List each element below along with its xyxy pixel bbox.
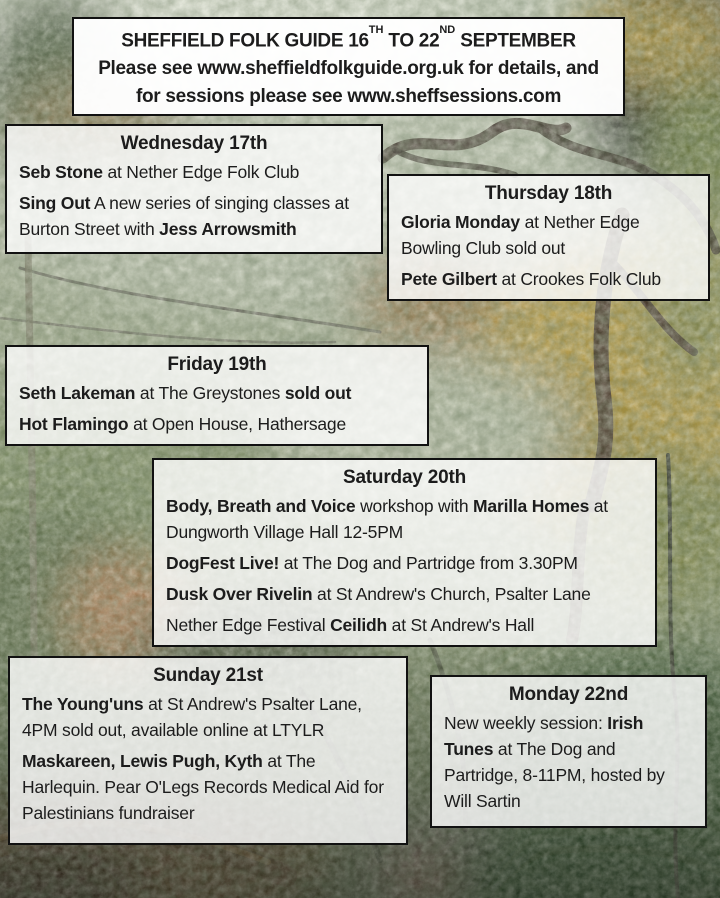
event-line: Maskareen, Lewis Pugh, Kyth at The Harlequin. Pear O'Legs Records Medical Aid for Palestinians fundraiser	[22, 751, 384, 823]
day-heading-thursday: Thursday 18th	[484, 183, 613, 204]
poster-title-line: SHEFFIELD FOLK GUIDE 16TH TO 22ND SEPTEMBER	[121, 24, 576, 52]
event-line: Seth Lakeman at The Greystones sold out	[19, 383, 352, 403]
poster-title	[82, 22, 615, 111]
day-events-friday	[19, 380, 415, 437]
day-events-monday	[444, 710, 693, 814]
title-box	[72, 17, 625, 116]
day-heading-wednesday: Wednesday 17th	[120, 133, 268, 154]
event-line: DogFest Live! at The Dog and Partridge from 3.30PM	[166, 553, 578, 573]
day-heading-monday: Monday 22nd	[508, 684, 629, 705]
day-box-thursday	[387, 174, 710, 301]
event-line: Sing Out A new series of singing classes at Burton Street with Jess Arrowsmith	[19, 193, 349, 239]
day-events-saturday	[166, 493, 643, 638]
event-line: Nether Edge Festival Ceilidh at St Andrew's Hall	[166, 615, 535, 635]
day-box-wednesday	[5, 124, 383, 254]
event-line: New weekly session: Irish Tunes at The Dog and Partridge, 8-11PM, hosted by Will Sartin	[444, 713, 665, 811]
event-line: Hot Flamingo at Open House, Hathersage	[19, 414, 346, 434]
day-heading-sunday: Sunday 21st	[153, 665, 263, 686]
event-line: Dusk Over Rivelin at St Andrew's Church, Psalter Lane	[166, 584, 591, 604]
event-line: Body, Breath and Voice workshop with Marilla Homes at Dungworth Village Hall 12-5PM	[166, 496, 608, 542]
day-heading-saturday: Saturday 20th	[342, 467, 467, 488]
day-box-sunday	[8, 656, 408, 845]
day-events-wednesday	[19, 159, 369, 242]
day-box-monday	[430, 675, 707, 828]
day-events-thursday	[401, 209, 696, 292]
event-line: Pete Gilbert at Crookes Folk Club	[401, 269, 661, 289]
poster-title-line: Please see www.sheffieldfolkguide.org.uk for details, and	[98, 58, 599, 80]
day-events-sunday	[22, 691, 394, 826]
event-line: The Young'uns at St Andrew's Psalter Lane, 4PM sold out, available online at LTYLR	[22, 694, 362, 740]
event-line: Gloria Monday at Nether Edge Bowling Club sold out	[401, 212, 640, 258]
day-box-friday	[5, 345, 429, 446]
day-heading-friday: Friday 19th	[167, 354, 267, 375]
event-line: Seb Stone at Nether Edge Folk Club	[19, 162, 300, 182]
day-box-saturday	[152, 458, 657, 647]
poster-title-line: for sessions please see www.sheffsessions.com	[135, 86, 562, 108]
